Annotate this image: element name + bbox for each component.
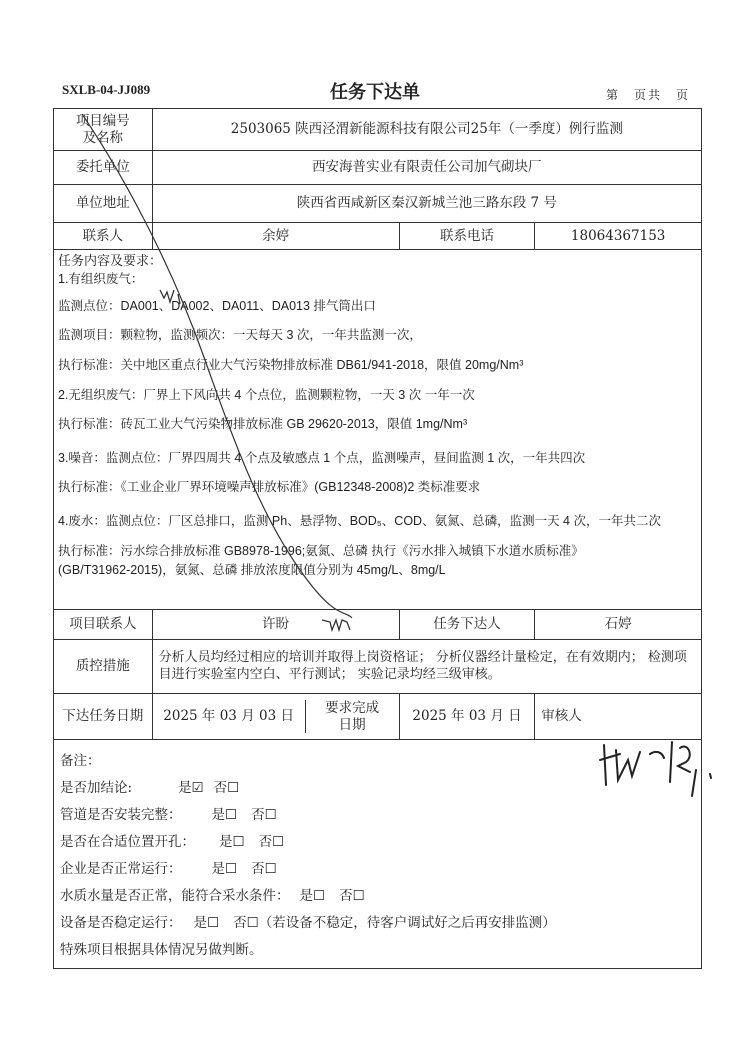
due-date-label: 要求完成 日期 (325, 699, 380, 733)
note-operation (60, 856, 695, 883)
note-conclusion (60, 775, 695, 802)
page-no-suffix: 页 (675, 88, 690, 102)
document-code: SXLB-04-JJ089 (62, 82, 151, 97)
staff-row (54, 610, 702, 640)
note-question: 水质水量是否正常，能符合采水条件： (60, 888, 290, 904)
checkbox-no: 否☐ (258, 834, 285, 850)
reviewer-label: 审核人 (541, 708, 582, 725)
note-equipment (60, 910, 695, 937)
note-equipment-extra: （若设备不稳定，待客户调试好之后再安排监测） (258, 915, 556, 931)
contact-row (54, 223, 702, 250)
notes-cell (54, 740, 702, 969)
note-hole (60, 829, 695, 856)
checkbox-yes-checked: 是☑ (178, 780, 204, 796)
dates-row (54, 694, 702, 740)
phone-value: 18064367153 (535, 223, 702, 250)
notes-footer: 特殊项目根据具体情况另做判断。 (60, 942, 263, 958)
task-form-table (53, 108, 702, 969)
task-line: 监测项目：颗粒物，监测频次：一天每天 3 次，一年共监测一次， (58, 328, 422, 343)
address-row (54, 185, 702, 223)
task-line: 1.有组织废气： (58, 272, 144, 286)
note-question: 企业是否正常运行： (60, 861, 182, 877)
checkbox-no: 否☐ (251, 807, 277, 823)
checkbox-no: 否☐ (251, 861, 277, 877)
phone-label: 联系电话 (399, 223, 535, 250)
issue-date-value: 2025 年 03 月 03 日 (153, 700, 306, 734)
page-no-middle: 页共 (633, 88, 662, 102)
checkbox-yes: 是☐ (219, 834, 245, 850)
project-contact-label: 项目联系人 (54, 610, 153, 640)
task-line: 执行标准：《工业企业厂界环境噪声排放标准》(GB12348-2008)2 类标准要求 (58, 480, 481, 495)
reviewer-cell (535, 694, 702, 740)
checkbox-yes: 是☐ (193, 915, 220, 931)
qc-label: 质控措施 (54, 640, 153, 694)
qc-row (54, 640, 702, 694)
project-code-value: 2503065 陕西泾渭新能源科技有限公司25年（一季度）例行监测 (152, 109, 701, 151)
issuer-value: 石婷 (535, 610, 702, 640)
tasks-row (54, 250, 702, 610)
note-question: 是否加结论: (60, 780, 133, 796)
qc-text: 分析人员均经过相应的培训并取得上岗资格证； 分析仪器经计量检定，在有效期内； 检测项目进行实验室内空白、平行测试； 实验记录均经三级审核。 (152, 640, 701, 694)
tasks-heading: 任务内容及要求： (58, 254, 163, 269)
task-line: 3.噪音：监测点位：厂界四周共 4 个点及敏感点 1 个点，监测噪声，昼间监测 1 次，一年共四次 (58, 450, 586, 465)
checkbox-no: 否☐ (233, 915, 259, 931)
task-line: 执行标准：污水综合排放标准 GB8978-1996;氨氮、总磷 执行《污水排入城镇下水道水质标准》 (58, 543, 584, 558)
contact-value: 余婷 (152, 223, 399, 250)
task-line: 监测点位：DA001、DA002、DA011、DA013 排气筒出口 (58, 298, 376, 313)
address-value: 陕西省西咸新区秦汉新城兰池三路东段 7 号 (152, 185, 701, 223)
issuer-label: 任务下达人 (399, 610, 535, 640)
checkbox-yes: 是☐ (299, 888, 326, 904)
issue-date-label: 下达任务日期 (54, 694, 153, 740)
notes-heading: 备注： (60, 753, 101, 769)
note-question: 设备是否稳定运行： (60, 915, 182, 931)
note-water (60, 883, 695, 910)
note-question: 是否在合适位置开孔： (60, 834, 195, 850)
project-contact-value: 许盼 (152, 610, 399, 640)
due-date-value: 2025 年 03 月 日 (399, 694, 535, 740)
task-line: (GB/T31962-2015)，氨氮、总磷 排放浓度限值分别为 45mg/L、8mg/L (58, 563, 446, 578)
client-value: 西安海普实业有限责任公司加气砌块厂 (152, 151, 701, 185)
note-question: 管道是否安装完整： (60, 807, 182, 823)
task-line: 2.无组织废气：厂界上下风向共 4 个点位，监测颗粒物，一天 3 次 一年一次 (58, 387, 475, 402)
task-line: 执行标准：砖瓦工业大气污染物排放标准 GB 29620-2013，限值 1mg/Nm³ (58, 417, 468, 432)
date-subtable (153, 700, 399, 734)
project-code-label: 项目编号 及名称 (54, 109, 153, 151)
client-label: 委托单位 (54, 151, 153, 185)
project-row (54, 109, 702, 151)
document-title: 任务下达单 (330, 82, 420, 103)
page-number (592, 86, 690, 103)
task-line: 执行标准：关中地区重点行业大气污染物排放标准 DB61/941-2018，限值 20mg/Nm³ (58, 357, 524, 372)
note-pipe (60, 802, 695, 829)
checkbox-no: 否☐ (213, 780, 240, 796)
notes-row (54, 740, 702, 969)
task-line: 4.废水：监测点位：厂区总排口，监测 Ph、悬浮物、BOD₅、COD、氨氮、总磷，监测一天 4 次，一年共二次 (58, 514, 661, 528)
address-label: 单位地址 (54, 185, 153, 223)
tasks-cell (54, 250, 702, 610)
checkbox-no: 否☐ (339, 888, 365, 904)
checkbox-yes: 是☐ (211, 807, 238, 823)
contact-label: 联系人 (54, 223, 153, 250)
date-pair-cell (152, 694, 399, 740)
checkbox-yes: 是☐ (211, 861, 238, 877)
page-no-prefix: 第 (605, 88, 620, 102)
client-row (54, 151, 702, 185)
